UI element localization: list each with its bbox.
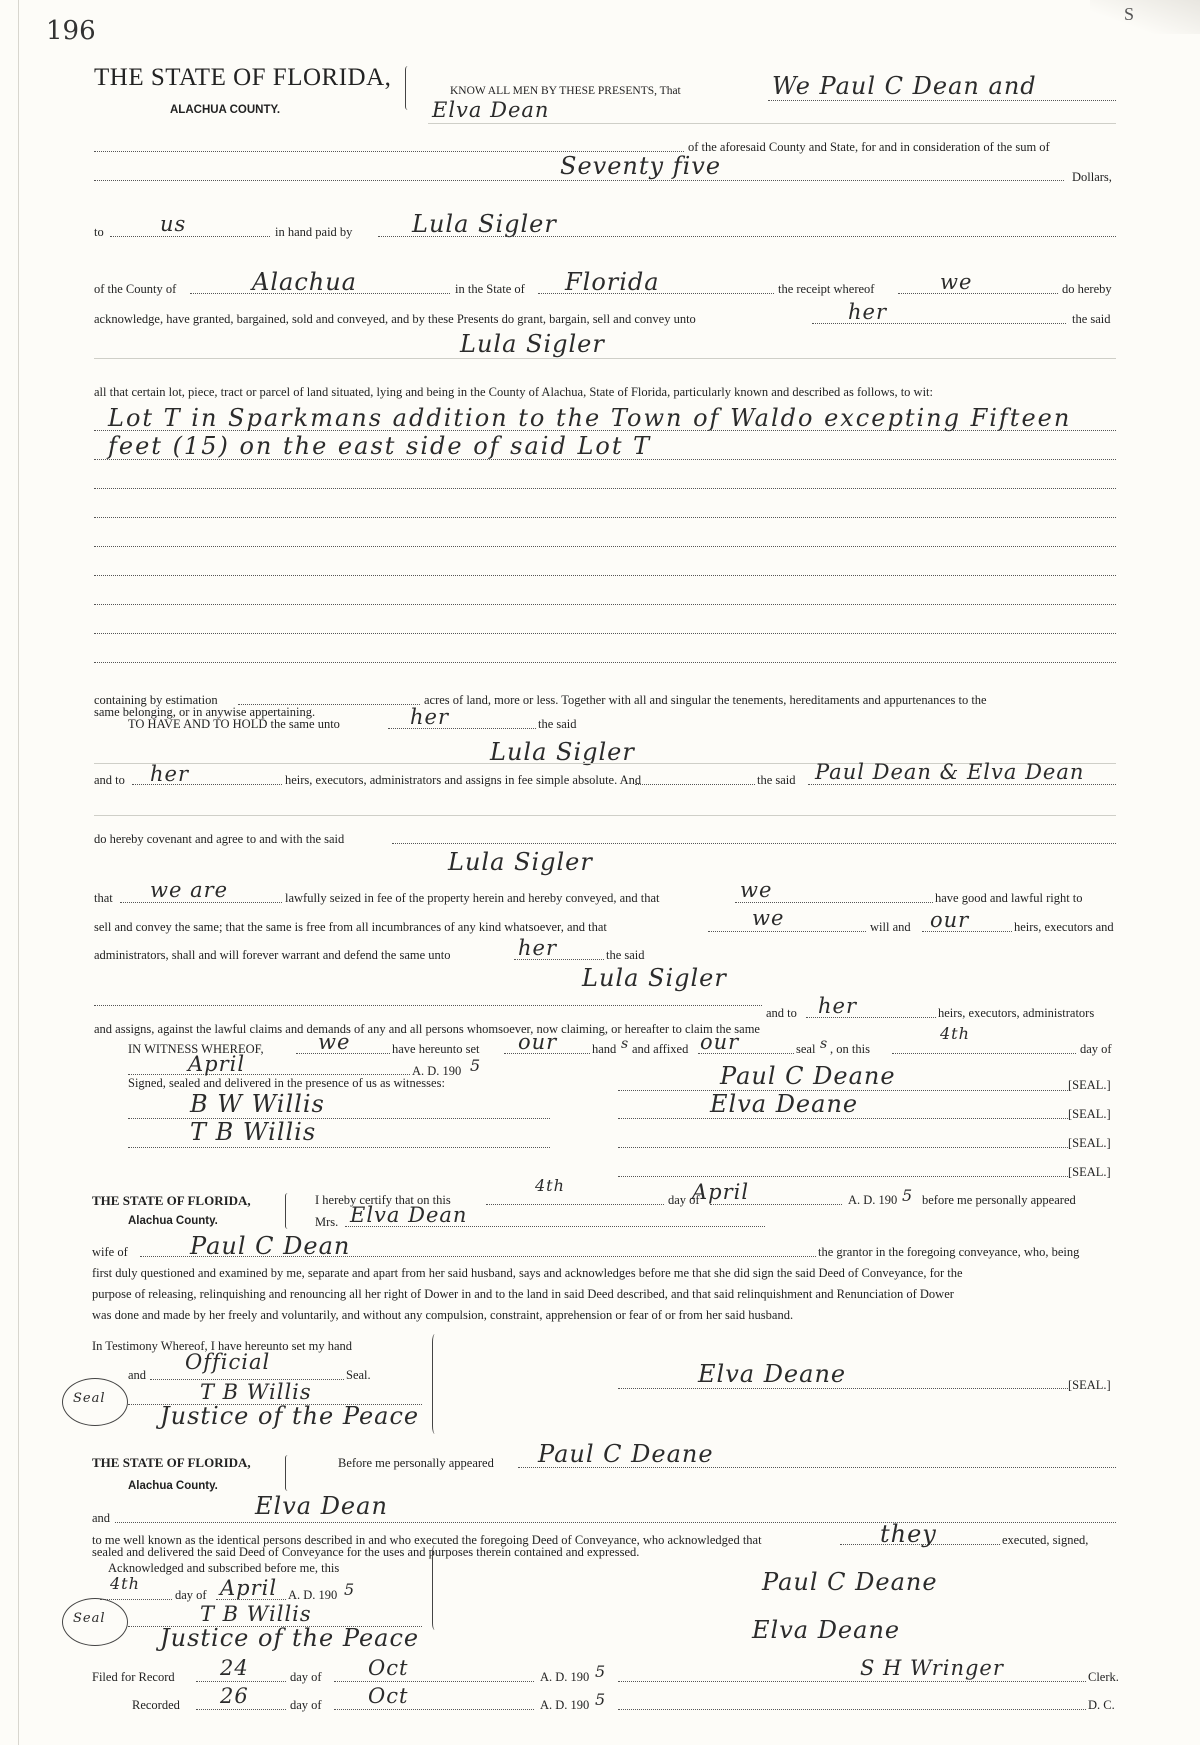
ack2-hw-sig1: Paul C Deane [762, 1568, 938, 1596]
dotline [115, 1522, 1116, 1523]
notary-seal-2 [62, 1598, 128, 1646]
dotline [808, 784, 1116, 785]
ack2-hw-jp: T B Willis [200, 1602, 312, 1626]
seal-label-1: [SEAL.] [1068, 1078, 1111, 1092]
hw-day: 4th [940, 1024, 970, 1043]
dollars-text: Dollars, [1072, 170, 1112, 184]
have-hereunto-text: have hereunto set [392, 1042, 480, 1056]
dotline [94, 662, 1116, 663]
ack1-mrs: Mrs. [315, 1215, 339, 1229]
clerk-text: Clerk. [1088, 1670, 1119, 1684]
corner-mark: S [1123, 4, 1134, 24]
to-have-text: TO HAVE AND TO HOLD the same unto [128, 717, 340, 731]
dc-text: D. C. [1088, 1698, 1115, 1712]
and-to-text: and to [94, 773, 125, 787]
that-text: that [94, 891, 113, 905]
hw-hand-s: s [621, 1036, 630, 1052]
filed-text: Filed for Record [92, 1670, 175, 1684]
header-bracket [405, 66, 412, 110]
ack1-before-me: before me personally appeared [922, 1193, 1076, 1207]
of-county-text: of the County of [94, 282, 177, 296]
hw-witness2: T B Willis [190, 1118, 317, 1146]
ack2-state: THE STATE OF FLORIDA, [92, 1455, 251, 1470]
hw-grantor: We Paul C Dean and [772, 72, 1037, 100]
ack2-hw-month: April [220, 1576, 278, 1600]
hw-unto: her [410, 705, 449, 729]
header-state: THE STATE OF FLORIDA, [94, 64, 392, 91]
hw-grantee: Lula Sigler [460, 330, 605, 358]
dotline [618, 1388, 1068, 1389]
rec-ad: A. D. 190 [540, 1698, 590, 1712]
dotline [216, 1599, 286, 1600]
dotline [486, 1204, 664, 1205]
ack1-state: THE STATE OF FLORIDA, [92, 1193, 251, 1208]
heirs-fee-text: heirs, executors, administrators and assigns in fee simple absolute. And [285, 773, 642, 787]
ack1-county: Alachua County. [128, 1215, 218, 1227]
hw-rec-day: 26 [220, 1684, 249, 1708]
hw-grantee4: Lula Sigler [582, 964, 727, 992]
dotline [618, 1681, 1086, 1682]
ack1-bracket [285, 1193, 292, 1229]
ack1-sign-bracket [432, 1334, 439, 1434]
dotline [345, 1226, 765, 1227]
rec-day-of: day of [290, 1698, 322, 1712]
hw-sum: Seventy five [560, 152, 722, 180]
ack1-ad: A. D. 190 [848, 1193, 898, 1207]
ack2-known: to me well known as the identical persons described in and who executed the foregoing Deed of Conveyance, who acknowledged that [92, 1533, 762, 1547]
the-said4-text: the said [606, 948, 645, 962]
ack1-line2: first duly questioned and examined by me, separate and apart from her said husband, says and acknowledges before me that she did sign the said Deed of Conveyance, for the [92, 1266, 963, 1280]
will-and-text: will and [870, 920, 911, 934]
on-this-text: , on this [830, 1042, 870, 1056]
seal-stamp-text: Seal [73, 1611, 106, 1626]
ack1-line3: purpose of releasing, relinquishing and renouncing all her right of Dower in and to the land in said Deed described, and that said relinquishment and Renunciation of Dower [92, 1287, 954, 1301]
dotline [94, 575, 1116, 576]
ad-text: A. D. 190 [412, 1064, 462, 1078]
hw-rec-year: 5 [595, 1690, 607, 1709]
ack1-hw-day: 4th [535, 1176, 565, 1195]
ack2-acknowledged: Acknowledged and subscribed before me, this [108, 1561, 340, 1575]
seal-stamp-text: Seal [73, 1391, 106, 1406]
hw-grantee2: Lula Sigler [490, 738, 635, 766]
seal-label-3: [SEAL.] [1068, 1136, 1111, 1150]
hw-year: 5 [470, 1056, 482, 1075]
ack2-bracket [285, 1455, 292, 1491]
hw-description-2: feet (15) on the east side of said Lot T [108, 432, 652, 460]
ack2-hw-name1: Paul C Deane [538, 1440, 714, 1468]
same-belonging-text: same belonging, or in anywise appertaining. [94, 705, 316, 719]
seal-on-text: seal [796, 1042, 816, 1056]
hw-to: us [160, 212, 187, 236]
ack1-testimony: In Testimony Whereof, I have hereunto set my hand [92, 1339, 353, 1353]
hw-sig1: Paul C Deane [720, 1062, 896, 1090]
ack2-and: and [92, 1511, 111, 1525]
hw-description-1: Lot T in Sparkmans addition to the Town of Waldo excepting Fifteen [108, 404, 1072, 432]
hw-grantor2: Elva Dean [432, 98, 550, 122]
dotline [618, 1147, 1068, 1148]
ack1-grantor: the grantor in the foregoing conveyance, who, being [818, 1245, 1080, 1259]
dotline [94, 488, 1116, 489]
dotline [100, 1599, 172, 1600]
affixed-text: and affixed [632, 1042, 689, 1056]
hw-convey-unto: her [848, 300, 887, 324]
dotline [196, 1681, 286, 1682]
dotline [128, 1074, 410, 1075]
hw-set-our: our [518, 1030, 558, 1054]
page-corner [1090, 0, 1200, 34]
ack1-hw-mrs-name: Elva Dean [350, 1203, 468, 1227]
ack2-ad: A. D. 190 [288, 1588, 338, 1602]
ack2-hw-year: 5 [344, 1580, 356, 1599]
ack1-certify: I hereby certify that on this [315, 1193, 451, 1207]
acknowledge-text: acknowledge, have granted, bargained, sold and conveyed, and by these Presents do grant, bargain, sell and convey unto [94, 312, 696, 326]
hw-filed-day: 24 [220, 1656, 249, 1680]
the-said-text: the said [1072, 312, 1111, 326]
have-good-text: have good and lawful right to [935, 891, 1083, 905]
dotline [618, 1709, 1086, 1710]
administrators-text: administrators, shall and will forever warrant and defend the same unto [94, 948, 451, 962]
hw-receipt-by: we [940, 270, 973, 294]
recorded-text: Recorded [132, 1698, 180, 1712]
ack2-sealed: sealed and delivered the said Deed of Conveyance for the uses and purposes therein contained and expressed. [92, 1545, 640, 1559]
filed-day-of: day of [290, 1670, 322, 1684]
hw-our: our [930, 908, 970, 932]
notary-seal-1 [62, 1378, 128, 1426]
hw-and-to2: her [818, 994, 857, 1018]
dotline [892, 1053, 1076, 1054]
covenant-text: do hereby covenant and agree to and with the said [94, 832, 345, 846]
dotline [120, 902, 282, 903]
ack2-hw-sig2: Elva Deane [752, 1616, 901, 1644]
page-number: 196 [46, 16, 96, 46]
ack1-hw-month: April [692, 1180, 750, 1204]
dotline [196, 1709, 286, 1710]
dotline [334, 1709, 534, 1710]
ack1-wife-of: wife of [92, 1245, 128, 1259]
heirs-exec-text: heirs, executors and [1014, 920, 1114, 934]
dotline [635, 784, 755, 785]
ack2-executed: executed, signed, [1002, 1533, 1089, 1547]
ack2-county: Alachua County. [128, 1480, 218, 1492]
hw-and-to: her [150, 762, 189, 786]
hw-witness1: B W Willis [190, 1090, 325, 1118]
witness-text: IN WITNESS WHEREOF, [128, 1042, 264, 1056]
header-county: ALACHUA COUNTY. [170, 104, 281, 116]
rule [94, 358, 1116, 359]
seal-label-2: [SEAL.] [1068, 1107, 1111, 1121]
dotline [708, 931, 866, 932]
in-hand-text: in hand paid by [275, 225, 353, 239]
do-hereby-text: do hereby [1062, 282, 1112, 296]
dotline [94, 430, 1116, 431]
dotline [94, 633, 1116, 634]
signed-text: Signed, sealed and delivered in the presence of us as witnesses: [128, 1076, 445, 1090]
ack1-hw-jp: T B Willis [200, 1380, 312, 1404]
dotline [618, 1176, 1068, 1177]
hw-we3: we [752, 906, 785, 930]
ack1-and: and [128, 1368, 147, 1382]
hw-paid-by: Lula Sigler [412, 210, 557, 238]
the-said2-text: the said [538, 717, 577, 731]
dotline [898, 293, 1058, 294]
hw-rec-month: Oct [368, 1684, 409, 1708]
hw-grantors: Paul Dean & Elva Dean [815, 760, 1085, 784]
hw-state: Florida [565, 268, 660, 296]
ack1-hw-official: Official [185, 1350, 271, 1374]
hw-county: Alachua [252, 268, 357, 296]
hw-month: April [188, 1052, 246, 1076]
dotline [94, 1005, 762, 1006]
and-to2-text: and to [766, 1006, 797, 1020]
dotline [735, 902, 933, 903]
sell-convey-text: sell and convey the same; that the same is free from all incumbrances of any kind whatsoever, and that [94, 920, 607, 934]
in-state-text: in the State of [455, 282, 525, 296]
lawfully-text: lawfully seized in fee of the property herein and hereby conveyed, and that [285, 891, 660, 905]
ack1-hw-year: 5 [902, 1186, 914, 1205]
seal-label-4: [SEAL.] [1068, 1165, 1111, 1179]
ack2-hw-title: Justice of the Peace [160, 1624, 420, 1652]
dotline [94, 604, 1116, 605]
dotline [618, 1118, 1068, 1119]
dotline [768, 100, 1116, 101]
heirs-exec2-text: heirs, executors, administrators [938, 1006, 1095, 1020]
ack2-day-of: day of [175, 1588, 207, 1602]
ack2-sign-bracket [432, 1545, 439, 1630]
dotline [110, 236, 270, 237]
rule [94, 815, 1116, 816]
ack2-hw-day: 4th [110, 1574, 140, 1593]
aforesaid-text: of the aforesaid County and State, for and in consideration of the sum of [688, 140, 1050, 154]
to-text: to [94, 225, 104, 239]
hw-unto2: her [518, 936, 557, 960]
dotline [94, 180, 1064, 181]
rule [428, 123, 1116, 124]
the-said3-text: the said [757, 773, 796, 787]
dotline [710, 1204, 842, 1205]
hw-grantee3: Lula Sigler [448, 848, 593, 876]
assigns-text: and assigns, against the lawful claims and demands of any and all persons whomsoever, now claiming, or hereafter to claim the same [94, 1022, 760, 1036]
filed-ad: A. D. 190 [540, 1670, 590, 1684]
dotline [94, 459, 1116, 460]
know-all-text: KNOW ALL MEN BY THESE PRESENTS, That [450, 85, 681, 97]
dotline [378, 236, 1116, 237]
hw-sig2: Elva Deane [710, 1090, 859, 1118]
dotline [518, 1467, 1116, 1468]
hw-affixed-our: our [700, 1030, 740, 1054]
ack2-before-me: Before me personally appeared [338, 1456, 494, 1470]
ack1-line4: was done and made by her freely and voluntarily, and without any compulsion, constraint, apprehension or fear of or from her said husband. [92, 1308, 794, 1322]
hw-witness-we: we [318, 1030, 351, 1054]
ack1-day-of: day of [668, 1193, 700, 1207]
receipt-text: the receipt whereof [778, 282, 875, 296]
ack1-seal-word: Seal. [346, 1368, 371, 1382]
dotline [334, 1681, 534, 1682]
day-of-text: day of [1080, 1042, 1112, 1056]
ack2-hw-they: they [880, 1520, 937, 1548]
hw-seal-s: s [820, 1036, 829, 1052]
dotline [128, 1147, 550, 1148]
binding-edge [18, 0, 19, 1745]
ack1-seal-label: [SEAL.] [1068, 1378, 1111, 1392]
hand-text: hand [592, 1042, 617, 1056]
all-that-text: all that certain lot, piece, tract or parcel of land situated, lying and being in the County of Alachua, State of Florida, particularly known and described as follows, to wit: [94, 385, 934, 399]
ack1-hw-husband: Paul C Dean [190, 1232, 351, 1260]
ack1-hw-sig: Elva Deane [698, 1360, 847, 1388]
hw-we2: we [740, 878, 773, 902]
hw-filed-year: 5 [595, 1662, 607, 1681]
dotline [392, 843, 1116, 844]
ack1-hw-title: Justice of the Peace [160, 1402, 420, 1430]
hw-clerk: S H Wringer [860, 1656, 1004, 1680]
hw-filed-month: Oct [368, 1656, 409, 1680]
hw-that-we: we are [150, 878, 229, 902]
dotline [94, 517, 1116, 518]
ack2-hw-name2: Elva Dean [255, 1492, 388, 1520]
dotline [94, 546, 1116, 547]
acres-text: acres of land, more or less. Together with all and singular the tenements, hereditaments and appurtenances to the [424, 693, 987, 707]
containing-text: containing by estimation [94, 693, 218, 707]
